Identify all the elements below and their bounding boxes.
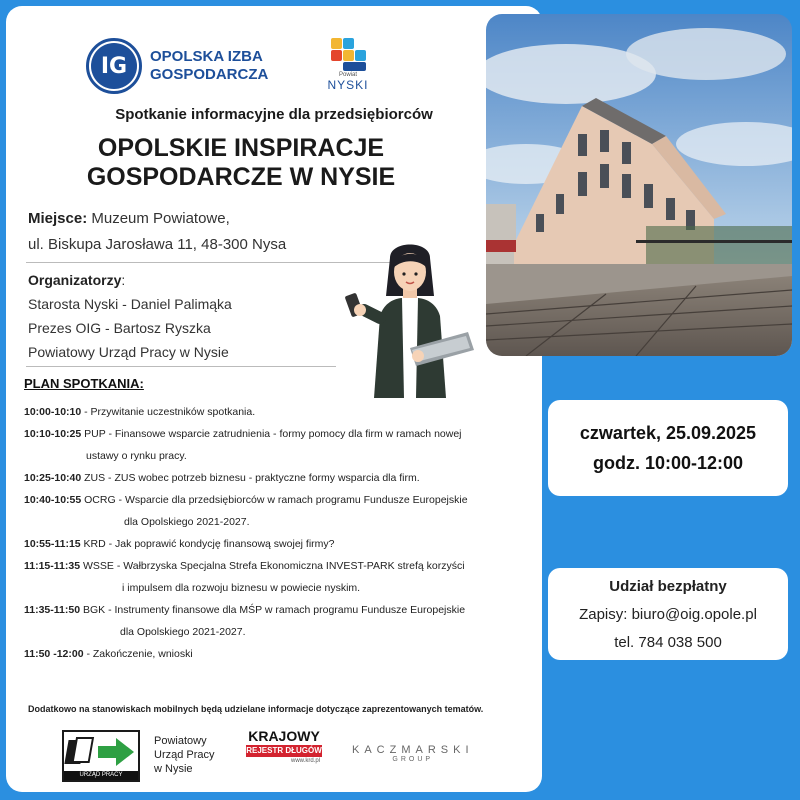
event-date: czwartek, 25.09.2025 bbox=[579, 423, 757, 443]
kaczmarski-logo bbox=[352, 744, 474, 763]
plan-time: 10:55-11:15 bbox=[24, 538, 81, 550]
businesswoman-illustration bbox=[340, 238, 480, 398]
powiat-nyski-name: NYSKI bbox=[327, 78, 369, 92]
plan-item bbox=[24, 643, 534, 665]
plan-heading: PLAN SPOTKANIA: bbox=[24, 376, 144, 391]
plan-item bbox=[24, 599, 534, 621]
oig-name-line1: OPOLSKA IZBA bbox=[150, 48, 263, 65]
organizers-colon: : bbox=[121, 272, 126, 288]
organizers-label: Organizatorzy bbox=[28, 272, 122, 288]
oig-logo-name bbox=[150, 48, 268, 84]
plan-time: 11:15-11:35 bbox=[24, 560, 81, 572]
pup-logo-caption: URZĄD PRACY bbox=[64, 771, 138, 780]
plan-text: OCRG - Wsparcie dla przedsiębiorców w ramach programu Fundusze Europejskie bbox=[81, 494, 468, 506]
plan-item bbox=[24, 423, 534, 445]
plan-text: WSSE - Wałbrzyska Specjalna Strefa Ekonomiczna INVEST-PARK strefą korzyści bbox=[80, 560, 465, 572]
event-title-line1: OPOLSKIE INSPIRACJE bbox=[97, 134, 385, 162]
flyer-card bbox=[6, 6, 542, 792]
powiat-nyski-small: Powiat bbox=[338, 72, 357, 78]
plan-text-cont: dla Opolskiego 2021-2027. bbox=[120, 626, 246, 638]
event-subtitle: Spotkanie informacyjne dla przedsiębiorców bbox=[115, 106, 433, 123]
plan-time: 11:35-11:50 bbox=[24, 604, 81, 616]
plan-text: ZUS - ZUS wobec potrzeb biznesu - praktyczne formy wsparcia dla firm. bbox=[81, 472, 420, 484]
plan-item bbox=[24, 489, 534, 511]
powiat-nyski-logo bbox=[324, 36, 372, 92]
place-address: ul. Biskupa Jarosława 11, 48-300 Nysa bbox=[28, 236, 287, 253]
place-label: Miejsce: bbox=[28, 210, 88, 227]
plan-text: - Przywitanie uczestników spotkania. bbox=[81, 406, 256, 418]
plan-text-cont: ustawy o rynku pracy. bbox=[86, 450, 187, 462]
arrow-icon bbox=[64, 732, 138, 772]
plan-text-cont: i impulsem dla rozwoju biznesu w powiecie nyskim. bbox=[122, 582, 361, 594]
organizers bbox=[28, 268, 232, 364]
pup-logo bbox=[62, 730, 140, 782]
plan-item bbox=[24, 401, 534, 423]
krd-logo-subtitle: REJESTR DŁUGÓW bbox=[246, 746, 322, 755]
kaczmarski-group: GROUP bbox=[392, 756, 434, 763]
place-name: Muzeum Powiatowe, bbox=[87, 210, 230, 227]
additional-note: Dodatkowo na stanowiskach mobilnych będą udzielane informacje dotyczące zaprezentowanych tematów. bbox=[28, 704, 484, 714]
plan-text: PUP - Finansowe wsparcie zatrudnienia - formy pomocy dla firm w ramach nowej bbox=[81, 428, 462, 440]
event-title-line2: GOSPODARCZE W NYSIE bbox=[86, 163, 396, 191]
plan-text: KRD - Jak poprawić kondycję finansową swojej firmy? bbox=[80, 538, 335, 550]
registration-email[interactable]: Zapisy: biuro@oig.opole.pl bbox=[579, 606, 757, 623]
organizer-item: Powiatowy Urząd Pracy w Nysie bbox=[28, 344, 229, 360]
pup-name-line2: Urząd Pracy bbox=[154, 749, 215, 761]
registration-box bbox=[548, 568, 788, 660]
plan-item bbox=[24, 555, 534, 577]
event-date-box bbox=[548, 400, 788, 496]
plan-item bbox=[24, 533, 534, 555]
oig-logo bbox=[86, 38, 268, 94]
plan-time: 10:25-10:40 bbox=[24, 472, 82, 484]
krd-logo bbox=[242, 728, 326, 782]
oig-logo-initials: IG bbox=[91, 43, 137, 89]
plan-time: 10:10-10:25 bbox=[24, 428, 82, 440]
museum-photo bbox=[486, 14, 792, 356]
registration-phone[interactable]: tel. 784 038 500 bbox=[614, 634, 722, 651]
powiat-nyski-mark bbox=[328, 36, 368, 72]
event-place bbox=[28, 206, 286, 258]
divider bbox=[26, 366, 336, 367]
plan-text-cont: dla Opolskiego 2021-2027. bbox=[124, 516, 250, 528]
museum-building-image bbox=[486, 14, 792, 356]
plan-time: 10:40-10:55 bbox=[24, 494, 82, 506]
event-time: godz. 10:00-12:00 bbox=[592, 453, 744, 473]
kaczmarski-name: KACZMARSKI bbox=[352, 744, 474, 756]
pup-name-line1: Powiatowy bbox=[154, 735, 207, 747]
pup-name bbox=[154, 734, 215, 776]
plan-time: 11:50 -12:00 bbox=[24, 648, 84, 660]
krd-logo-url: www.krd.pl bbox=[290, 758, 320, 764]
plan-text: BGK - Instrumenty finansowe dla MŚP w ramach programu Fundusze Europejskie bbox=[80, 604, 466, 616]
oig-logo-mark bbox=[86, 38, 142, 94]
pup-name-line3: w Nysie bbox=[154, 763, 193, 775]
plan-list bbox=[24, 401, 534, 665]
plan-time: 10:00-10:10 bbox=[24, 406, 82, 418]
krd-logo-title: KRAJOWY bbox=[248, 728, 320, 744]
free-participation-heading: Udział bezpłatny bbox=[609, 578, 727, 595]
oig-name-line2: GOSPODARCZA bbox=[150, 66, 269, 83]
organizer-item: Starosta Nyski - Daniel Palimąka bbox=[28, 296, 232, 312]
plan-text: - Zakończenie, wnioski bbox=[83, 648, 193, 660]
plan-item bbox=[24, 467, 534, 489]
organizer-item: Prezes OIG - Bartosz Ryszka bbox=[28, 320, 211, 336]
event-title bbox=[6, 134, 476, 192]
